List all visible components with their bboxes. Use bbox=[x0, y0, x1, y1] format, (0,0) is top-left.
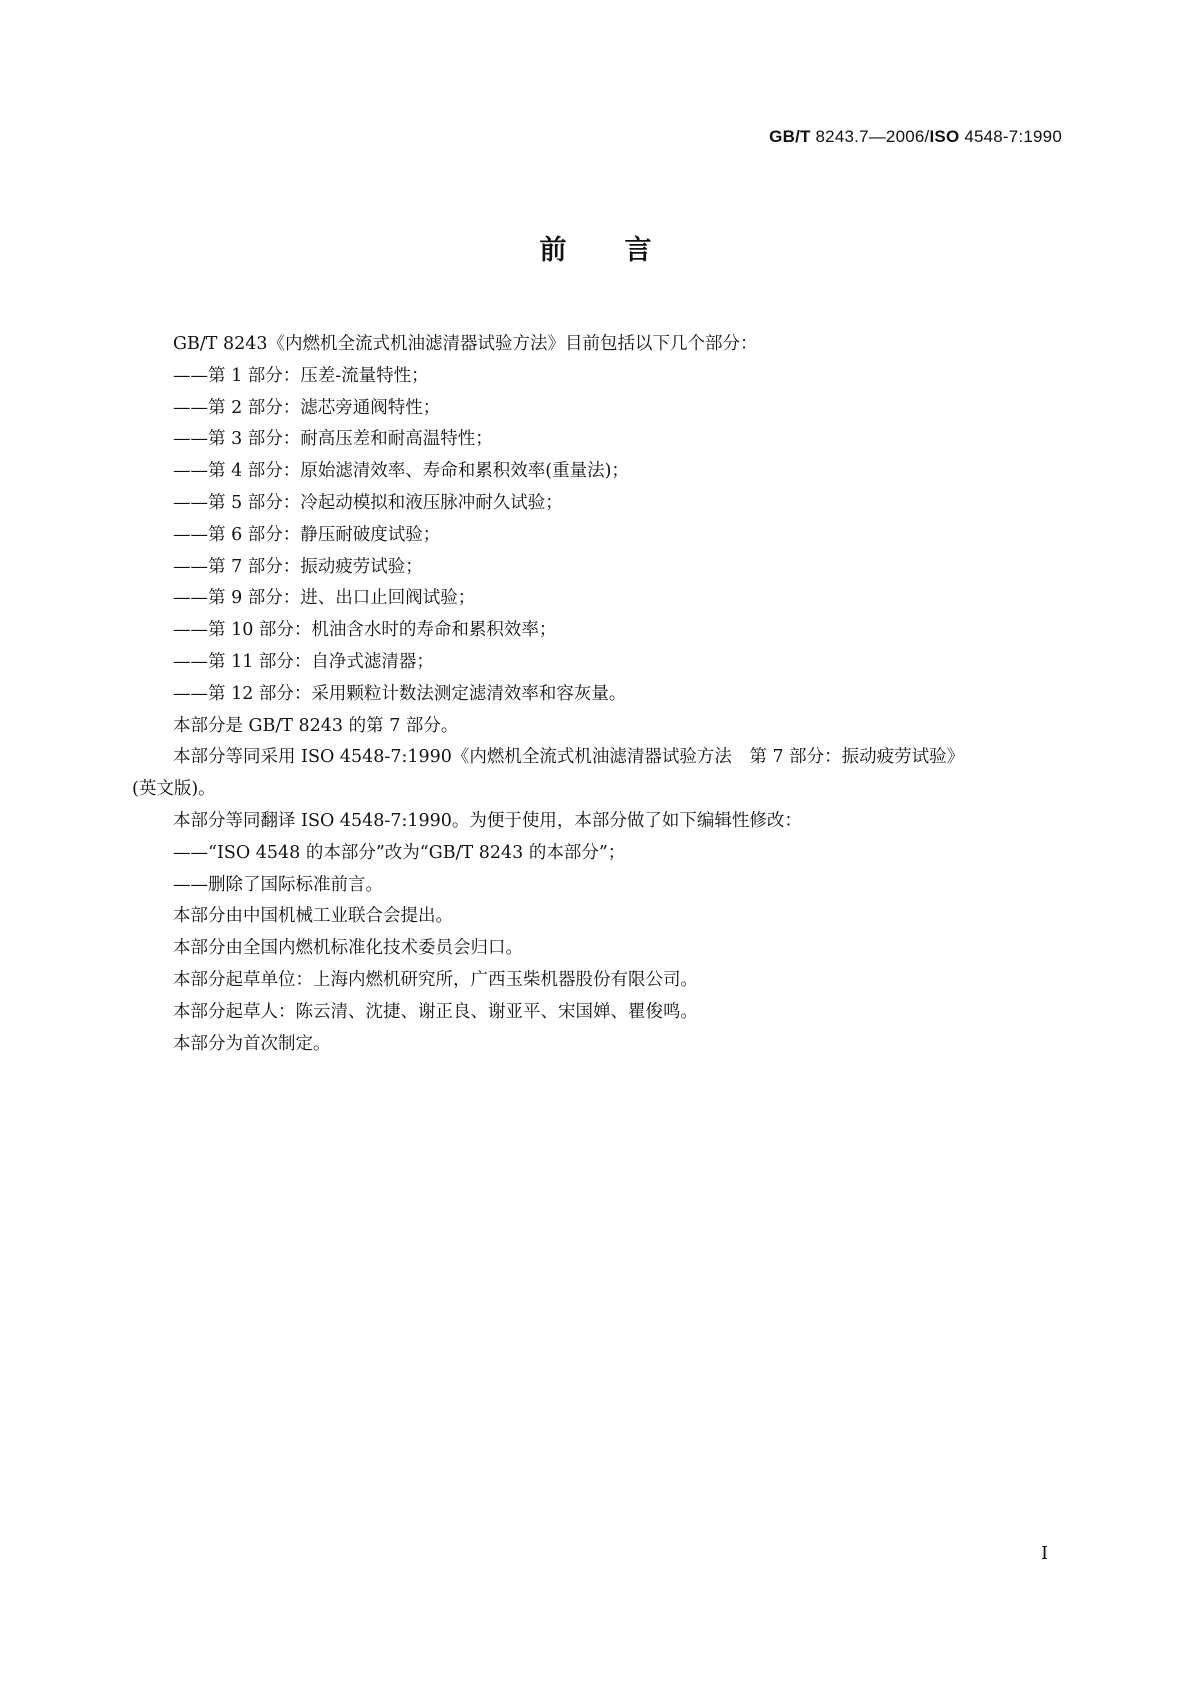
paragraph-adoption: 本部分等同采用 ISO 4548-7:1990《内燃机全流式机油滤清器试验方法 第 7 部分：振动疲劳试验》 bbox=[173, 747, 965, 768]
paragraph-committee: 本部分由全国内燃机标准化技术委员会归口。 bbox=[173, 938, 523, 959]
page-number: I bbox=[1041, 1543, 1049, 1564]
list-item-part-3: ——第 3 部分：耐高压差和耐高温特性； bbox=[173, 429, 493, 450]
standard-code-header bbox=[769, 127, 1062, 147]
list-item-part-11: ——第 11 部分：自净式滤清器； bbox=[173, 651, 434, 672]
paragraph-first-edition: 本部分为首次制定。 bbox=[173, 1033, 331, 1054]
paragraph-translation: 本部分等同翻译 ISO 4548-7:1990。为便于使用，本部分做了如下编辑性修改： bbox=[173, 810, 802, 831]
foreword-body bbox=[132, 329, 1062, 1060]
paragraph-part-statement: 本部分是 GB/T 8243 的第 7 部分。 bbox=[173, 715, 459, 736]
header-iso-number: 4548-7:1990 bbox=[964, 127, 1062, 146]
list-item-part-4: ——第 4 部分：原始滤清效率、寿命和累积效率(重量法)； bbox=[173, 461, 629, 482]
paragraph-proposer: 本部分由中国机械工业联合会提出。 bbox=[173, 906, 453, 927]
paragraph-drafting-units: 本部分起草单位：上海内燃机研究所，广西玉柴机器股份有限公司。 bbox=[173, 969, 698, 990]
list-item-part-2: ——第 2 部分：滤芯旁通阀特性； bbox=[173, 397, 441, 418]
header-code-prefix: GB/T bbox=[769, 127, 811, 146]
list-item-part-7: ——第 7 部分：振动疲劳试验； bbox=[173, 556, 423, 577]
list-item-part-12: ——第 12 部分：采用颗粒计数法测定滤清效率和容灰量。 bbox=[173, 683, 627, 704]
list-item-edit-1: ——“ISO 4548 的本部分”改为“GB/T 8243 的本部分”； bbox=[173, 842, 626, 863]
header-iso-prefix: ISO bbox=[929, 127, 960, 146]
paragraph-drafters: 本部分起草人：陈云清、沈捷、谢正良、谢亚平、宋国婵、瞿俊鸣。 bbox=[173, 1001, 698, 1022]
list-item-part-5: ——第 5 部分：冷起动模拟和液压脉冲耐久试验； bbox=[173, 492, 563, 513]
page-title: 前言 bbox=[539, 235, 710, 266]
header-code-number: 8243.7—2006/ bbox=[815, 127, 930, 146]
paragraph-intro: GB/T 8243《内燃机全流式机油滤清器试验方法》目前包括以下几个部分： bbox=[173, 334, 758, 354]
list-item-part-9: ——第 9 部分：进、出口止回阀试验； bbox=[173, 588, 476, 609]
list-item-part-6: ——第 6 部分：静压耐破度试验； bbox=[173, 524, 441, 545]
paragraph-adoption-continued: (英文版)。 bbox=[132, 779, 216, 800]
list-item-part-10: ——第 10 部分：机油含水时的寿命和累积效率； bbox=[173, 620, 557, 641]
list-item-part-1: ——第 1 部分：压差-流量特性； bbox=[173, 365, 429, 386]
list-item-edit-2: ——删除了国际标准前言。 bbox=[173, 874, 383, 895]
